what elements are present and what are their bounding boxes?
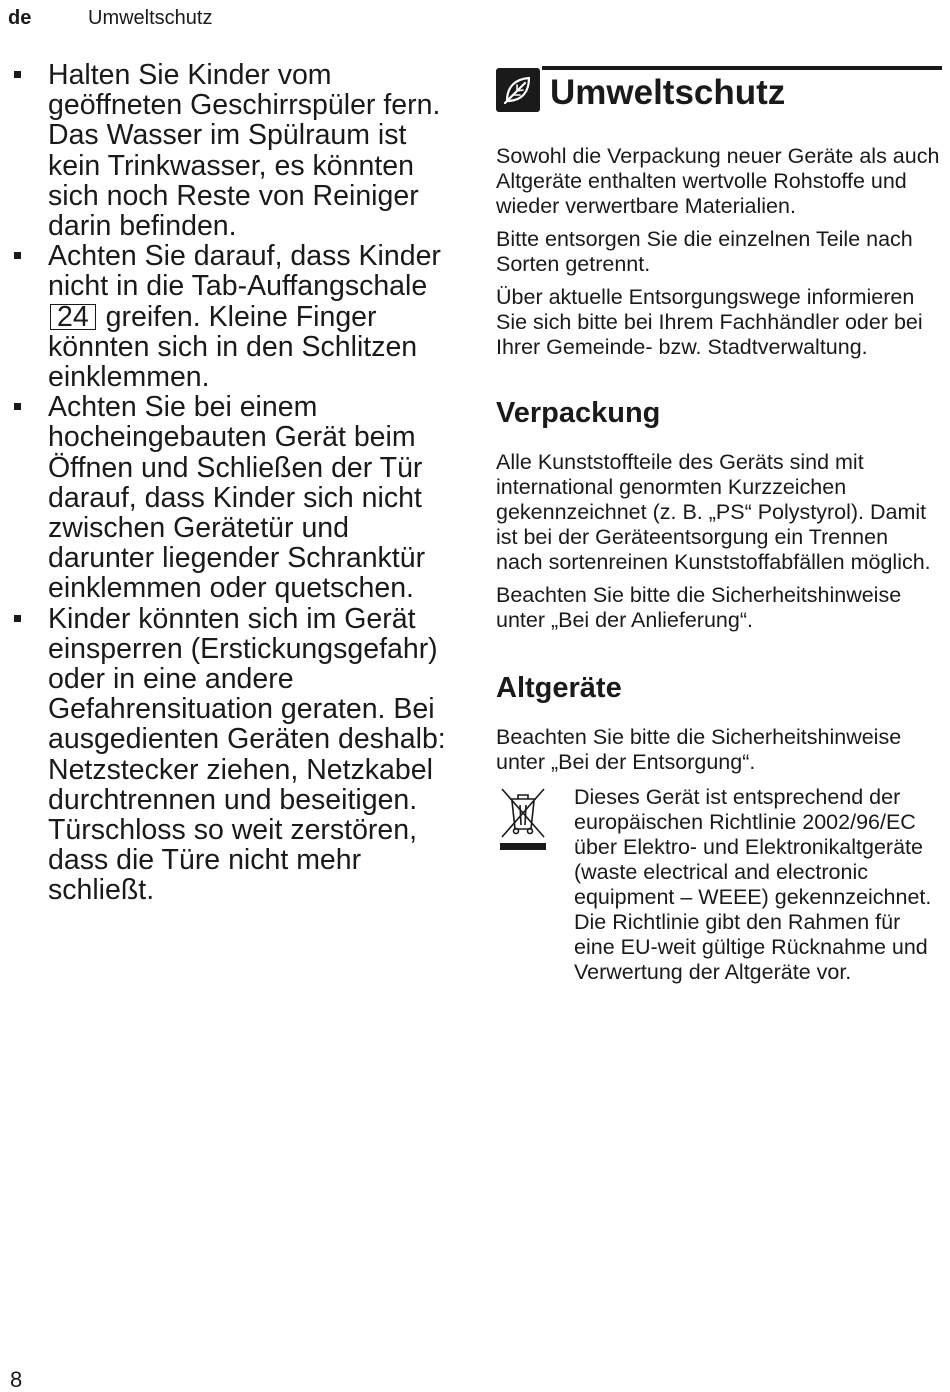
environment-section <box>496 66 940 985</box>
crossed-out-bin-icon <box>496 785 550 853</box>
weee-notice <box>496 785 940 985</box>
bullet-square-icon <box>14 71 21 78</box>
list-item <box>8 604 458 906</box>
intro-paragraph: Sowohl die Verpackung neuer Geräte als auch Altgeräte enthalten wertvolle Rohstoffe und wieder verwertbare Materialien. <box>496 144 940 218</box>
bullet-text: greifen. Kleine Finger könnten sich in den Schlitzen einklemmen. <box>48 300 418 394</box>
heading-altgeraete: Altgeräte <box>496 672 622 704</box>
intro-paragraph: Über aktuelle Entsorgungswege informieren Sie sich bitte bei Ihrem Fachhändler oder bei Ihrer Gemeinde- bzw. Stadtverwaltung. <box>496 285 923 359</box>
bullet-text: Achten Sie darauf, dass Kinder nicht in die Tab-Auffangschale <box>48 240 441 303</box>
part-reference-box: 24 <box>50 304 96 330</box>
leaf-icon <box>496 68 540 112</box>
verpackung-paragraph: Beachten Sie bitte die Sicherheitshinweise unter „Bei der Anlieferung“. <box>496 583 902 632</box>
bullet-text: Kinder könnten sich im Gerät einsperren (Erstickungsgefahr) oder in eine andere Gefahrensituation geraten. Bei ausgedienten Geräten deshalb: Netzstecker ziehen, Netzkabel durchtrennen und beseitigen. Türschloss so weit zerstören, dass die Türe nicht mehr schließt. <box>48 602 446 907</box>
bullet-square-icon <box>14 615 21 622</box>
title-rule <box>542 66 942 70</box>
safety-bullets <box>8 60 458 906</box>
section-title-block <box>496 66 940 118</box>
bullet-text: Halten Sie Kinder vom geöffneten Geschirrspüler fern. Das Wasser im Spülraum ist kein Trinkwasser, es könnten sich noch Reste von Reiniger darin befinden. <box>48 59 441 243</box>
page-header <box>8 6 212 30</box>
bullet-square-icon <box>14 252 21 259</box>
list-item <box>8 60 458 241</box>
page-number: 8 <box>10 1367 23 1392</box>
intro-paragraph: Bitte entsorgen Sie die einzelnen Teile nach Sorten getrennt. <box>496 227 913 276</box>
verpackung-paragraph: Alle Kunststoffteile des Geräts sind mit international genormten Kurzzeichen gekennzeichnet (z. B. „PS“ Polystyrol). Damit ist bei der Geräteentsorgung ein Trennen nach sortenreinen Kunststoffabfällen möglich. <box>496 450 931 574</box>
altgeraete-paragraph: Beachten Sie bitte die Sicherheitshinweise unter „Bei der Entsorgung“. <box>496 725 902 774</box>
bullet-text: Achten Sie bei einem hocheingebauten Gerät beim Öffnen und Schließen der Tür darauf, dass Kinder sich nicht zwischen Gerätetür und darunter liegender Schranktür einklemmen oder quetschen. <box>48 391 426 605</box>
weee-paragraph: Dieses Gerät ist entsprechend der europäischen Richtlinie 2002/96/EC über Elektro- und Elektronikaltgeräte (waste electrical and electronic equipment – WEEE) gekennzeichnet. Die Richtlinie gibt den Rahmen für eine EU-weit gültige Rücknahme und Verwertung der Altgeräte vor. <box>574 785 932 984</box>
language-code: de <box>8 7 32 29</box>
bullet-square-icon <box>14 403 21 410</box>
header-section-title: Umweltschutz <box>88 7 213 29</box>
list-item <box>8 392 458 603</box>
list-item <box>8 241 458 392</box>
heading-verpackung: Verpackung <box>496 397 661 429</box>
section-title: Umweltschutz <box>550 73 786 112</box>
